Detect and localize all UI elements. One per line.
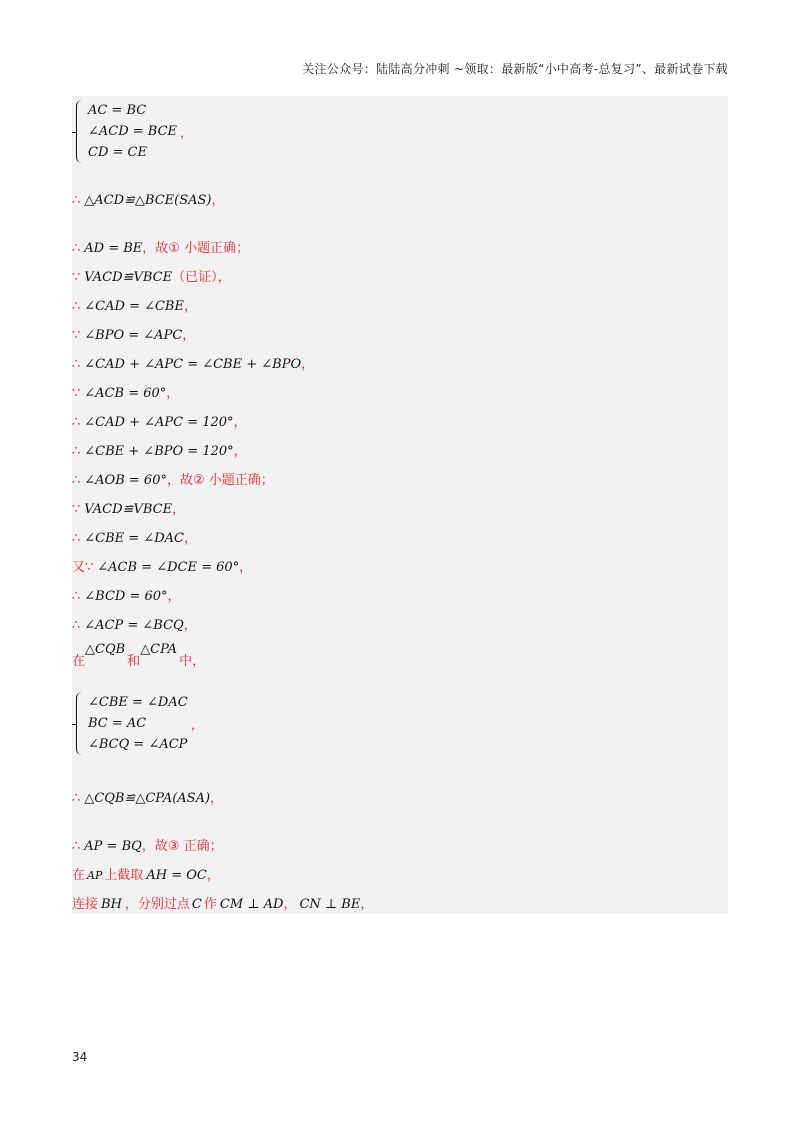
proof-line: ∴ △ACD≌△BCE(SAS)， [72,193,225,208]
left-brace-icon [76,692,84,755]
proof-line: 又∵ ∠ACB = ∠DCE = 60°， [72,560,253,575]
equation-system-2 [76,692,204,755]
proof-line: ∵ VACD≌VBCE， [72,502,186,517]
proof-line: ∴ ∠CAD = ∠CBE， [72,299,197,314]
proof-line: ∴ AD = BE，故① 小题正确； [72,241,250,256]
proof-line: ∵ ∠ACB = 60°， [72,386,180,401]
in-triangles-line: 在△CQB和△CPA中， [72,642,206,669]
system-line: BC = AC [88,716,147,731]
proof-line: ∴ ∠CBE = ∠DAC， [72,531,197,546]
proof-line: ∴ ∠BCD = 60°， [72,589,181,604]
system-line: ∠CBE = ∠DAC [88,695,188,710]
proof-line: ∴ ∠CBE + ∠BPO = 120°， [72,444,247,459]
connect-line: 连接 BH ，分别过点 C 作 CM ⊥ AD， CN ⊥ BE， [72,897,374,912]
equation-system-1 [76,100,193,163]
system-trail: ， [180,126,194,141]
page-header: 关注公众号：陆陆高分冲刺 ~领取：最新版“小中高考-总复习”、最新试卷下载 [302,62,728,76]
system-trail: ， [190,718,204,733]
left-brace-icon [76,100,84,163]
system-line: CD = CE [88,145,147,160]
proof-line: ∴ ∠AOB = 60°，故② 小题正确； [72,473,274,488]
system-line: ∠BCQ = ∠ACP [88,737,188,752]
solution-content [72,96,728,914]
system-line: AC = BC [88,103,147,118]
page-number: 34 [72,1050,88,1064]
cut-segment-line: 在 AP 上截取 AH = OC， [72,868,220,883]
proof-line: ∴ ∠ACP = ∠BCQ， [72,618,197,633]
proof-line: ∵ ∠BPO = ∠APC， [72,328,196,343]
proof-line: ∴ AP = BQ，故③ 正确； [72,839,223,854]
proof-line: ∴ ∠CAD + ∠APC = 120°， [72,415,247,430]
proof-line: ∴ △CQB≌△CPA(ASA)， [72,791,224,806]
system-line: ∠ACD = BCE [88,124,178,139]
proof-line: ∴ ∠CAD + ∠APC = ∠CBE + ∠BPO， [72,357,315,372]
proof-line: ∵ VACD≌VBCE（已证）， [72,270,231,285]
